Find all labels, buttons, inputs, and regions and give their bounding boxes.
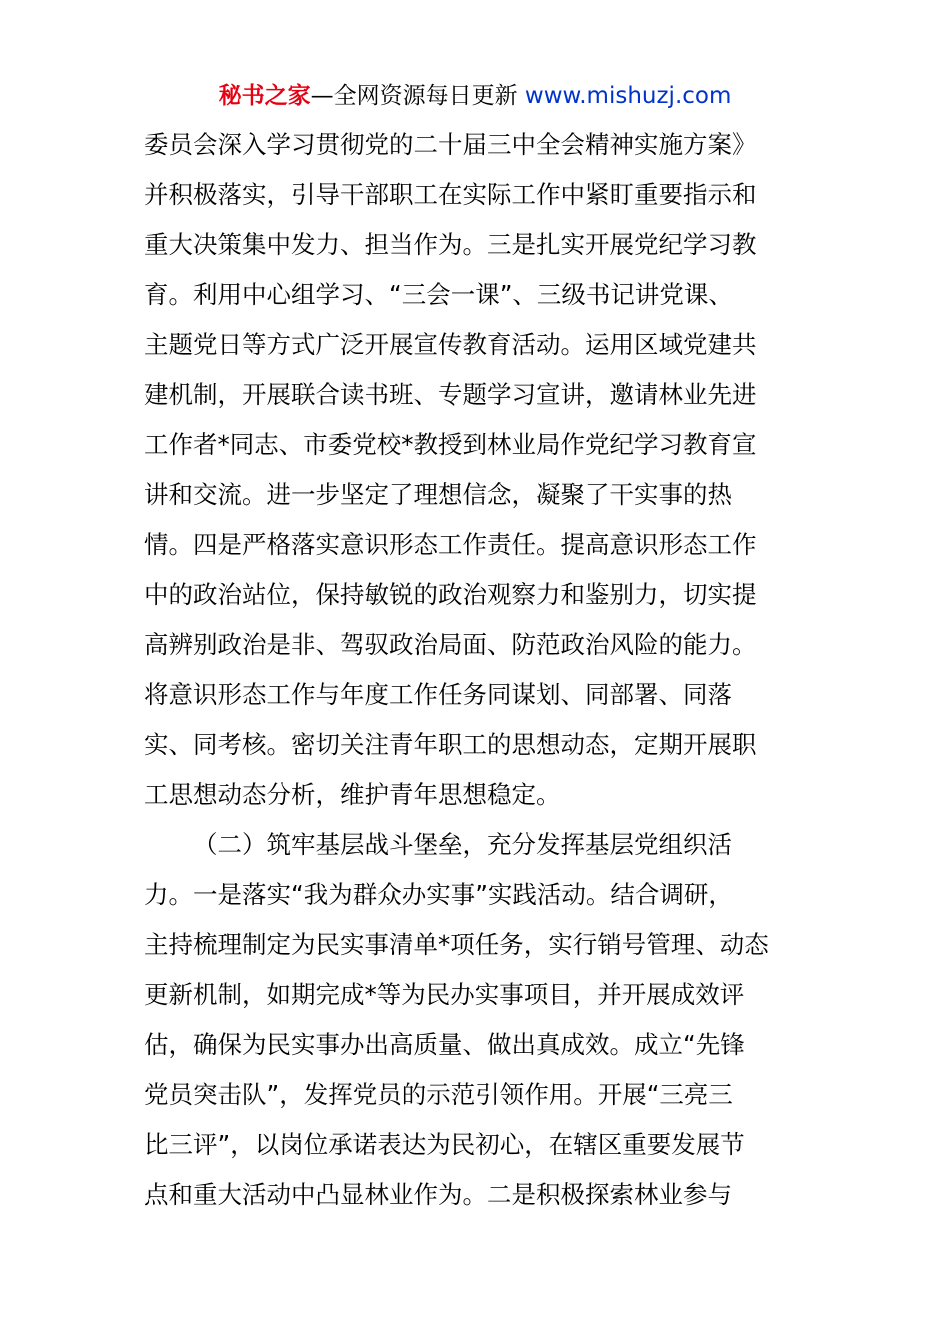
text-line: 中的政治站位，保持敏锐的政治观察力和鉴别力，切实提 <box>144 580 757 609</box>
text-line: 育。利用中心组学习、“三会一课”、三级书记讲党课、 <box>144 280 733 309</box>
paragraph-heading-line: （二）筑牢基层战斗堡垒，充分发挥基层党组织活 <box>193 830 732 859</box>
text-line: 比三评”，以岗位承诺表达为民初心，在辖区重要发展节 <box>144 1130 745 1159</box>
text-line: 将意识形态工作与年度工作任务同谋划、同部署、同落 <box>144 680 732 709</box>
text-line: 工思想动态分析，维护青年思想稳定。 <box>144 780 561 809</box>
text-line: 重大决策集中发力、担当作为。三是扎实开展党纪学习教 <box>144 230 757 259</box>
site-url[interactable]: www.mishuzj.com <box>524 83 732 109</box>
text-line: 主题党日等方式广泛开展宣传教育活动。运用区域党建共 <box>144 330 757 359</box>
header-tagline: —全网资源每日更新 <box>310 83 525 109</box>
text-line: 党员突击队”，发挥党员的示范引领作用。开展“三亮三 <box>144 1080 733 1109</box>
text-line: 情。四是严格落实意识形态工作责任。提高意识形态工作 <box>144 530 757 559</box>
text-line: 点和重大活动中凸显林业作为。二是积极探索林业参与 <box>144 1180 732 1209</box>
text-line: 实、同考核。密切关注青年职工的思想动态，定期开展职 <box>144 730 757 759</box>
text-line: 高辨别政治是非、驾驭政治局面、防范政治风险的能力。 <box>144 630 757 659</box>
text-line: 主持梳理制定为民实事清单*项任务，实行销号管理、动态 <box>144 930 769 959</box>
text-line: 讲和交流。进一步坚定了理想信念，凝聚了干实事的热 <box>144 480 732 509</box>
brand-name: 秘书之家 <box>218 83 311 109</box>
text-line: 工作者*同志、市委党校*教授到林业局作党纪学习教育宣 <box>144 430 757 459</box>
text-line: 并积极落实，引导干部职工在实际工作中紧盯重要指示和 <box>144 180 757 209</box>
text-line: 力。一是落实“我为群众办实事”实践活动。结合调研， <box>144 880 733 909</box>
text-line: 委员会深入学习贯彻党的二十届三中全会精神实施方案》 <box>144 130 757 159</box>
text-line: 建机制，开展联合读书班、专题学习宣讲，邀请林业先进 <box>144 380 757 409</box>
document-body <box>144 120 814 1220</box>
site-header <box>0 80 950 112</box>
text-line: 估，确保为民实事办出高质量、做出真成效。成立“先锋 <box>144 1030 745 1059</box>
text-line: 更新机制，如期完成*等为民办实事项目，并开展成效评 <box>144 980 745 1009</box>
